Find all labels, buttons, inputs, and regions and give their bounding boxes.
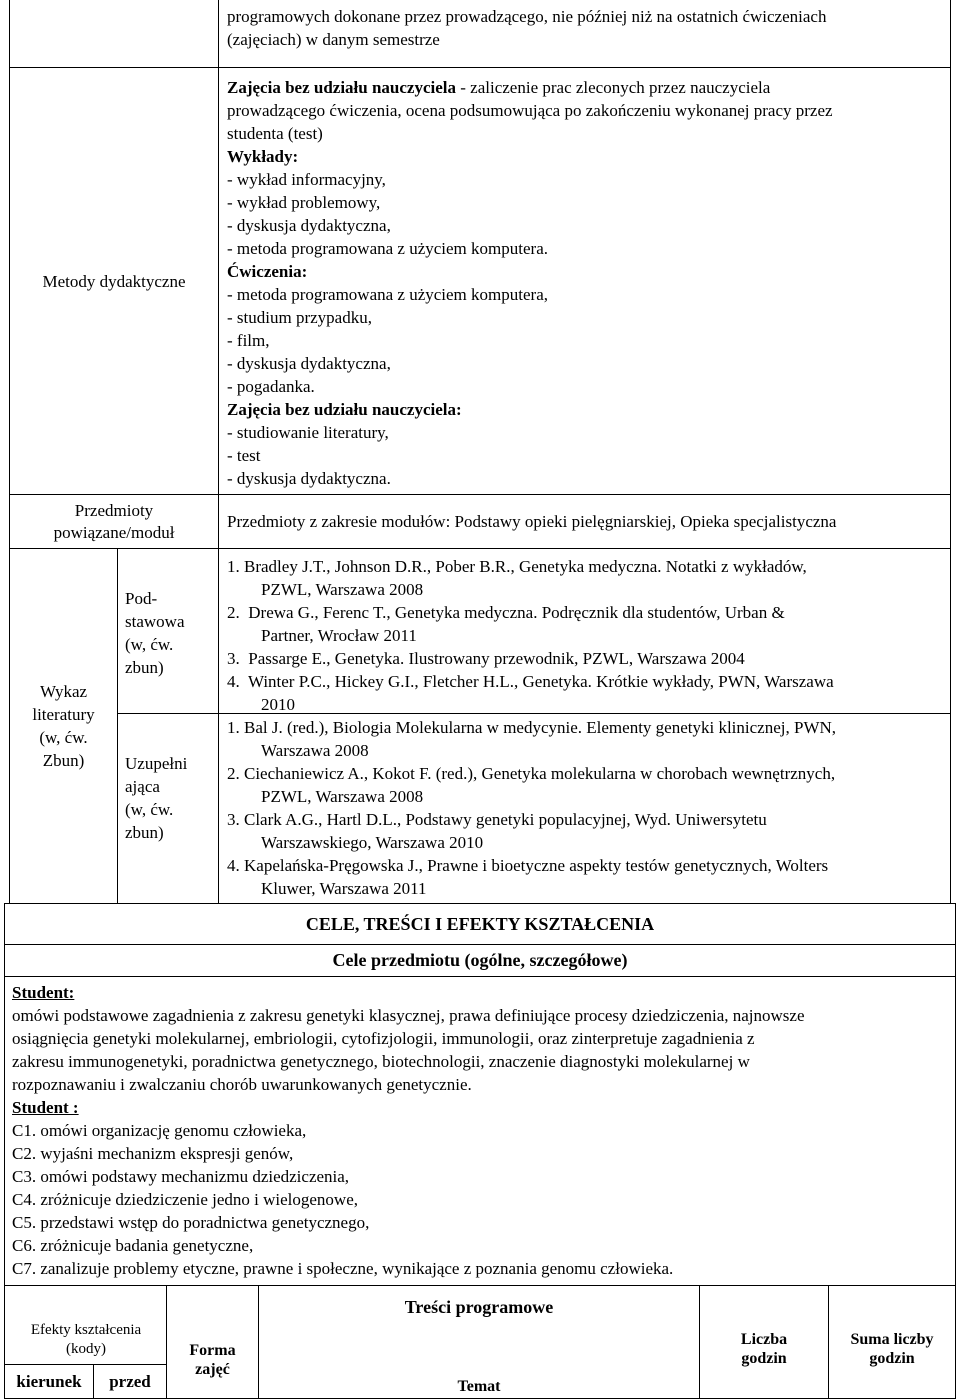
goals-header-text: CELE, TREŚCI I EFEKTY KSZTAŁCENIA (305, 913, 655, 934)
zbun-intro-line: studenta (test) (227, 124, 323, 143)
supp-literature-list (218, 713, 951, 904)
exercise-item: - studium przypadku, (227, 308, 372, 327)
item-number: 3. (227, 810, 240, 829)
supp-literature-label-cell (117, 713, 219, 904)
col-przed-text: przed (109, 1372, 151, 1391)
col-suma-text: Suma liczby godzin (850, 1331, 934, 1367)
supp-lit-item (227, 716, 942, 739)
basic-literature-list (218, 548, 951, 714)
goals-body (4, 976, 956, 1286)
item-text: Clark A.G., Hartl D.L., Podstawy genetyki populacyjnej, Wyd. Uniwersytetu (244, 810, 767, 829)
methods-label: Metody dydaktyczne (42, 271, 186, 291)
related-label-line: powiązane/moduł (53, 522, 175, 542)
item-text: Bradley J.T., Johnson D.R., Pober B.R., Genetyka medyczna. Notatki z wykładów, (244, 557, 807, 576)
item-number: 1. (227, 557, 240, 576)
zbun-intro-line: prowadzącego ćwiczenia, ocena podsumowująca po zakończeniu wykonanej pracy przez (227, 101, 833, 120)
goals-subheader-text: Cele przedmiotu (ogólne, szczegółowe) (332, 950, 628, 970)
general-goal-line: rozpoznawaniu i zwalczaniu chorób uwarunkowanych genetycznie. (12, 1075, 472, 1094)
goals-header (4, 903, 956, 945)
methods-label-cell (9, 67, 219, 495)
methods-label-cell-top (9, 0, 219, 68)
goals-subheader (4, 944, 956, 977)
col-temat-text: Temat (457, 1378, 501, 1395)
zbun-item: - test (227, 446, 261, 465)
col-forma-text: Forma zajęć (189, 1342, 236, 1378)
effects-label-text: Efekty kształcenia (kody) (30, 1322, 142, 1357)
item-number: 2. (227, 764, 240, 783)
specific-goal: C7. zanalizuje problemy etyczne, prawne i społeczne, wynikające z poznania genomu człowieka. (12, 1259, 674, 1278)
basic-lit-item (227, 647, 942, 670)
supp-lit-item-cont: Warszawa 2008 (261, 741, 369, 760)
related-value: Przedmioty z zakresie modułów: Podstawy opieki pielęgniarskiej, Opieka specjalistyczna (227, 512, 837, 531)
item-number: 3. (227, 649, 240, 668)
related-label-line: Przedmioty (74, 500, 154, 520)
literature-label-line: Wykaz (39, 682, 88, 701)
basic-label-line: (w, ćw. (125, 635, 174, 654)
supp-label-line: ająca (125, 777, 160, 796)
item-number: 4. (227, 856, 240, 875)
basic-lit-item-cont: 2010 (261, 695, 295, 714)
zbun-heading: Zajęcia bez udziału nauczyciela: (227, 400, 462, 419)
specific-goal: C5. przedstawi wstęp do poradnictwa genetycznego, (12, 1213, 370, 1232)
col-liczba-text: Liczba godzin (740, 1331, 788, 1367)
item-number: 4. (227, 672, 240, 691)
methods-content (218, 67, 951, 495)
item-number: 2. (227, 603, 240, 622)
specific-goal: C6. zróżnicuje badania genetyczne, (12, 1236, 254, 1255)
zbun-intro (227, 76, 942, 99)
col-liczba (699, 1285, 829, 1399)
supp-label-line: zbun) (125, 823, 164, 842)
basic-lit-item (227, 670, 942, 693)
exercise-item: - dyskusja dydaktyczna, (227, 354, 391, 373)
lecture-item: - wykład informacyjny, (227, 170, 386, 189)
zbun-item: - dyskusja dydaktyczna. (227, 469, 391, 488)
col-temat (258, 1375, 700, 1398)
basic-label-line: Pod- (125, 589, 158, 608)
col-kierunek (4, 1364, 94, 1399)
supp-lit-item (227, 762, 942, 785)
general-goal-line: osiągnięcia genetyki molekularnej, embriologii, cytofizjologii, immunologii, oraz zinterpretuje zagadnienia z (12, 1029, 755, 1048)
specific-goal: C1. omówi organizację genomu człowieka, (12, 1121, 307, 1140)
lectures-heading: Wykłady: (227, 147, 299, 166)
lecture-item: - wykład problemowy, (227, 193, 381, 212)
basic-label-line: zbun) (125, 658, 164, 677)
general-goal-line: omówi podstawowe zagadnienia z zakresu genetyki klasycznej, prawa definiujące procesy dziedziczenia, najnowsze (12, 1006, 805, 1025)
basic-label-line: stawowa (125, 612, 185, 631)
supp-label-line: Uzupełni (125, 754, 188, 773)
assessment-continuation (218, 0, 951, 68)
general-goal-line: zakresu immunogenetyki, poradnictwa genetycznego, biotechnologii, znaczenie diagnostyki molekularnej w (12, 1052, 750, 1071)
zbun-item: - studiowanie literatury, (227, 423, 389, 442)
item-text: Winter P.C., Hickey G.I., Fletcher H.L., Genetyka. Krótkie wykłady, PWN, Warszawa (247, 672, 834, 691)
literature-label-line: (w, ćw. (39, 728, 88, 747)
item-number: 1. (227, 718, 240, 737)
related-value-cell (218, 494, 951, 549)
item-text: Kapelańska-Pręgowska J., Prawne i bioetyczne aspekty testów genetycznych, Wolters (244, 856, 829, 875)
col-kierunek-text: kierunek (16, 1372, 82, 1391)
lecture-item: - metoda programowana z użyciem komputera. (227, 239, 548, 258)
specific-student-label: Student : (12, 1098, 79, 1117)
item-text: Bal J. (red.), Biologia Molekularna w medycynie. Elementy genetyki klinicznej, PWN, (244, 718, 837, 737)
col-przed (93, 1364, 167, 1399)
zbun-intro-rest: - zaliczenie prac zleconych przez nauczyciela (456, 78, 771, 97)
continuation-line: programowych dokonane przez prowadzącego, nie później niż na ostatnich ćwiczeniach (227, 7, 827, 26)
basic-lit-item-cont: Partner, Wrocław 2011 (261, 626, 417, 645)
lecture-item: - dyskusja dydaktyczna, (227, 216, 391, 235)
item-text: Passarge E., Genetyka. Ilustrowany przewodnik, PZWL, Warszawa 2004 (248, 649, 745, 668)
continuation-line: (zajęciach) w danym semestrze (227, 30, 440, 49)
col-forma (166, 1285, 259, 1399)
col-suma (828, 1285, 956, 1399)
exercise-item: - pogadanka. (227, 377, 315, 396)
exercises-heading: Ćwiczenia: (227, 262, 308, 281)
specific-goal: C4. zróżnicuje dziedziczenie jedno i wielogenowe, (12, 1190, 358, 1209)
exercise-item: - film, (227, 331, 270, 350)
item-text: Ciechaniewicz A., Kokot F. (red.), Genetyka molekularna w chorobach wewnętrznych, (244, 764, 836, 783)
literature-label-line: Zbun) (42, 751, 85, 770)
basic-lit-item (227, 555, 942, 578)
supp-lit-item-cont: Warszawskiego, Warszawa 2010 (261, 833, 484, 852)
specific-goal: C3. omówi podstawy mechanizmu dziedziczenia, (12, 1167, 350, 1186)
supp-lit-item-cont: PZWL, Warszawa 2008 (261, 787, 424, 806)
literature-label-line: literatury (32, 705, 95, 724)
supp-lit-item-cont: Kluwer, Warszawa 2011 (261, 879, 427, 898)
specific-goal: C2. wyjaśni mechanizm ekspresji genów, (12, 1144, 294, 1163)
zbun-intro-bold: Zajęcia bez udziału nauczyciela (227, 78, 457, 97)
supp-lit-item (227, 854, 942, 877)
literature-label-cell (9, 548, 118, 904)
general-student-label: Student: (12, 983, 75, 1002)
basic-literature-label-cell (117, 548, 219, 714)
supp-lit-item (227, 808, 942, 831)
content-title-text: Treści programowe (404, 1297, 554, 1317)
supp-label-line: (w, ćw. (125, 800, 174, 819)
basic-lit-item (227, 601, 942, 624)
content-title (258, 1296, 700, 1319)
effects-label (12, 1318, 160, 1362)
related-label-cell (9, 494, 219, 549)
basic-lit-item-cont: PZWL, Warszawa 2008 (261, 580, 424, 599)
exercise-item: - metoda programowana z użyciem komputera, (227, 285, 548, 304)
item-text: Drewa G., Ferenc T., Genetyka medyczna. Podręcznik dla studentów, Urban & (248, 603, 785, 622)
